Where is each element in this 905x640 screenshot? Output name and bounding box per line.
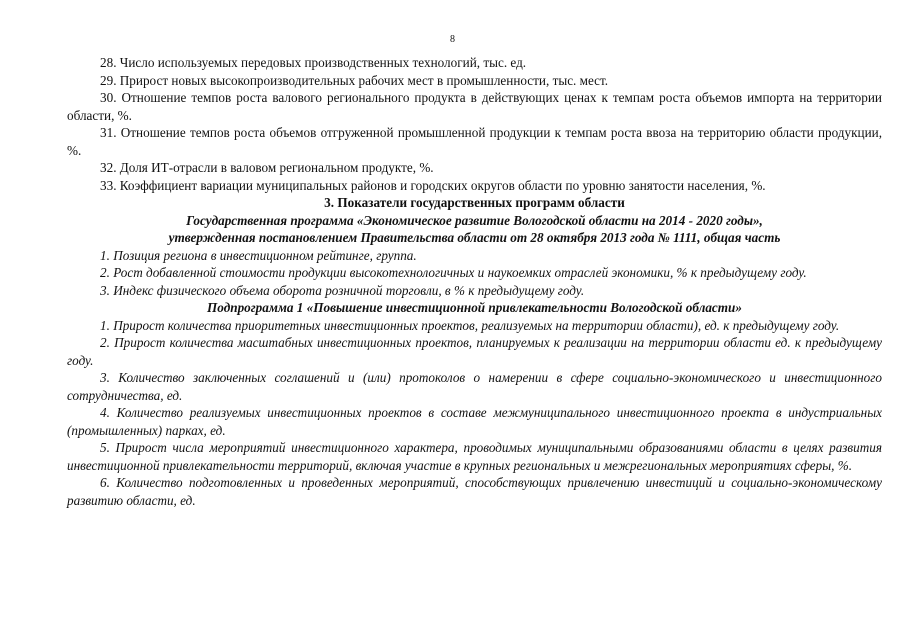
page-number: 8 xyxy=(450,34,455,45)
list-item: 28. Число используемых передовых производственных технологий, тыс. ед. xyxy=(100,55,527,70)
list-item: 33. Коэффициент вариации муниципальных районов и городских округов области по уровню занятости населения, %. xyxy=(100,177,766,193)
list-item: 32. Доля ИТ-отрасли в валовом региональном продукте, %. xyxy=(100,160,434,175)
list-item: 3. Индекс физического объема оборота розничной торговли, в % к предыдущему году. xyxy=(100,282,585,298)
list-item: 29. Прирост новых высокопроизводительных рабочих мест в промышленности, тыс. мест. xyxy=(100,72,609,88)
list-item: 2. Рост добавленной стоимости продукции высокотехнологичных и наукоемких отраслей экономики, % к предыдущему году. xyxy=(100,265,807,280)
program-title-line2: утвержденная постановлением Правительства области от 28 октября 2013 года № 1111, общая часть xyxy=(168,230,781,245)
list-item: 31. Отношение темпов роста объемов отгруженной промышленной продукции к темпам роста ввоза на территорию области продукции, %. xyxy=(67,125,882,158)
list-item: 6. Количество подготовленных и проведенных мероприятий, способствующих привлечению инвестиций и социально-экономическому развитию области, ед. xyxy=(67,475,882,508)
section-title: 3. Показатели государственных программ области xyxy=(324,195,625,210)
list-item: 30. Отношение темпов роста валового регионального продукта в действующих ценах к темпам роста объемов импорта на территории области, %. xyxy=(67,90,882,123)
list-item: 3. Количество заключенных соглашений и (или) протоколов о намерении в сфере социально-экономического и инвестиционного сотрудничества, ед. xyxy=(67,370,882,403)
program-title-line1: Государственная программа «Экономическое развитие Вологодской области на 2014 - 2020 годы», xyxy=(186,212,763,228)
document-body xyxy=(67,54,882,509)
list-item: 1. Позиция региона в инвестиционном рейтинге, группа. xyxy=(100,247,417,263)
list-item: 1. Прирост количества приоритетных инвестиционных проектов, реализуемых на территории области), ед. к предыдущему году. xyxy=(100,317,840,333)
subprogram-title: Подпрограмма 1 «Повышение инвестиционной привлекательности Вологодской области» xyxy=(207,300,742,315)
list-item: 2. Прирост количества масштабных инвестиционных проектов, планируемых к реализации на территории области ед. к предыдущему году. xyxy=(67,335,882,368)
list-item: 4. Количество реализуемых инвестиционных проектов в составе межмуниципального инвестиционного проекта в индустриальных (промышленных) парках, ед. xyxy=(67,405,882,438)
list-item: 5. Прирост числа мероприятий инвестиционного характера, проводимых муниципальными образованиями области в целях развития инвестиционной привлекательности территорий, включая участие в крупных региональных и межрегиональных мероприятиях сферы, %. xyxy=(67,440,882,473)
